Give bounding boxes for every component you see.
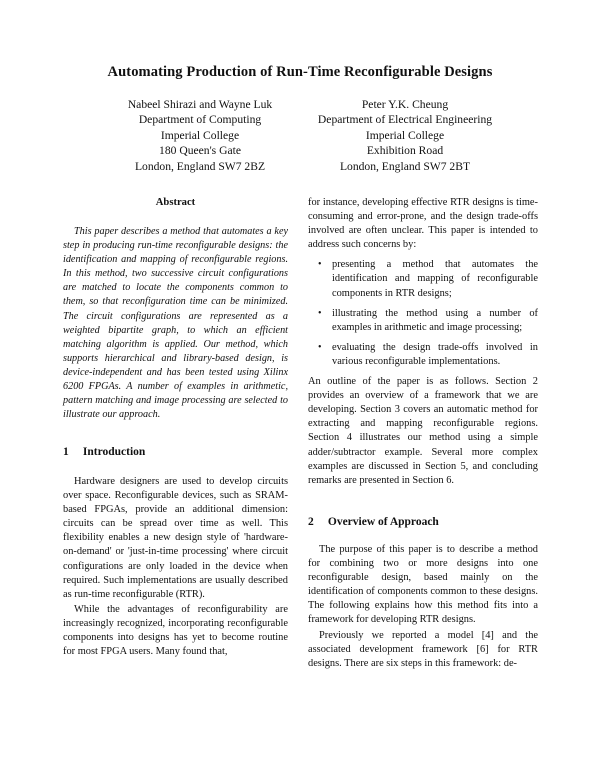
section-1-heading xyxy=(63,446,145,458)
section-1-body xyxy=(63,475,288,659)
list-item-text: presenting a method that automates the identification and mapping of reconfigurable components in RTR designs; xyxy=(332,259,538,299)
section-title: Introduction xyxy=(82,446,146,458)
paragraph-continuation: for instance, developing effective RTR designs is time-consuming and error-prone, and the design trade-offs involved are often unclear. This paper is intended to address such concerns by: xyxy=(308,197,538,251)
section-2-body xyxy=(308,543,538,671)
bullet-icon: • xyxy=(318,341,322,353)
right-column-body xyxy=(308,196,538,488)
author-department: Department of Computing xyxy=(138,113,262,127)
author-names: Nabeel Shirazi and Wayne Luk xyxy=(127,98,273,111)
author-street: Exhibition Road xyxy=(366,144,444,158)
list-item-text: evaluating the design trade-offs involved in various reconfigurable implementations. xyxy=(332,341,538,367)
author-institution: Imperial College xyxy=(365,128,445,142)
section-number: 2 xyxy=(308,516,314,528)
paragraph: While the advantages of reconfigurability are increasingly recognized, incorporating reconfigurable components into designs has yet to become routine for most FPGA users. Many found that, xyxy=(63,603,288,658)
section-2-heading xyxy=(308,516,439,528)
paragraph: An outline of the paper is as follows. Section 2 provides an overview of a framework that we are developing. Section 3 covers an automatic method for extracting and mapping reconfigurable regions. Section 4 illustrates our method using a simple adder/subtractor example. Several more complex examples are discussed in Section 5, and concluding remarks are presented in Section 6. xyxy=(308,376,538,486)
abstract-heading: Abstract xyxy=(155,197,196,208)
author-city: London, England SW7 2BZ xyxy=(134,159,266,173)
author-department: Department of Electrical Engineering xyxy=(317,113,493,127)
author-institution: Imperial College xyxy=(160,128,240,142)
bullet-icon: • xyxy=(318,259,322,271)
bullet-icon: • xyxy=(318,307,322,319)
author-block-left xyxy=(95,97,305,174)
list-item xyxy=(308,341,538,369)
author-names: Peter Y.K. Cheung xyxy=(361,98,449,111)
author-block-right xyxy=(290,97,520,174)
list-item xyxy=(308,258,538,300)
paper-title: Automating Production of Run-Time Reconfigurable Designs xyxy=(107,64,493,80)
section-title: Overview of Approach xyxy=(327,516,439,528)
paragraph: Hardware designers are used to develop circuits over space. Reconfigurable devices, such as SRAM-based FPGAs, provide an additional dimension: circuits can be spread over time as well. This flexibility enables a new design style of 'hardware-on-demand' or 'just-in-time processing' where circuit configurations are only loaded in the device when required. Such implementations are usually described as run-time reconfigurable (RTR). xyxy=(63,476,288,600)
paragraph: The purpose of this paper is to describe a method for combining two or more designs into one reconfigurable design, based mainly on the identification of components common to these designs. The following explains how this method fits into a framework for developing RTR designs. xyxy=(308,544,538,626)
abstract-paragraph: This paper describes a method that automates a key step in producing run-time reconfigurable designs: the identification and mapping of reconfigurable regions. In this method, two successive circuit configurations are matched to locate the components common to them, so that reconfiguration time can be minimized. The circuit configurations are represented as a weighted bipartite graph, to which an efficient matching algorithm is applied. Our method, which supports hierarchical and library-based design, is device-independent and has been tested using Xilinx 6200 FPGAs. A number of examples in arithmetic, pattern matching and image processing are selected to illustrate our approach. xyxy=(63,226,288,421)
abstract-body xyxy=(63,225,288,422)
paragraph: Previously we reported a model [4] and the associated development framework [6] for RTR designs. There are six steps in this framework: de- xyxy=(308,629,538,669)
list-item-text: illustrating the method using a number of examples in arithmetic and image processing; xyxy=(332,307,538,333)
author-city: London, England SW7 2BT xyxy=(339,159,471,173)
list-item xyxy=(308,307,538,335)
contribution-list xyxy=(308,258,538,369)
author-street: 180 Queen's Gate xyxy=(159,144,241,158)
section-number: 1 xyxy=(63,446,69,458)
